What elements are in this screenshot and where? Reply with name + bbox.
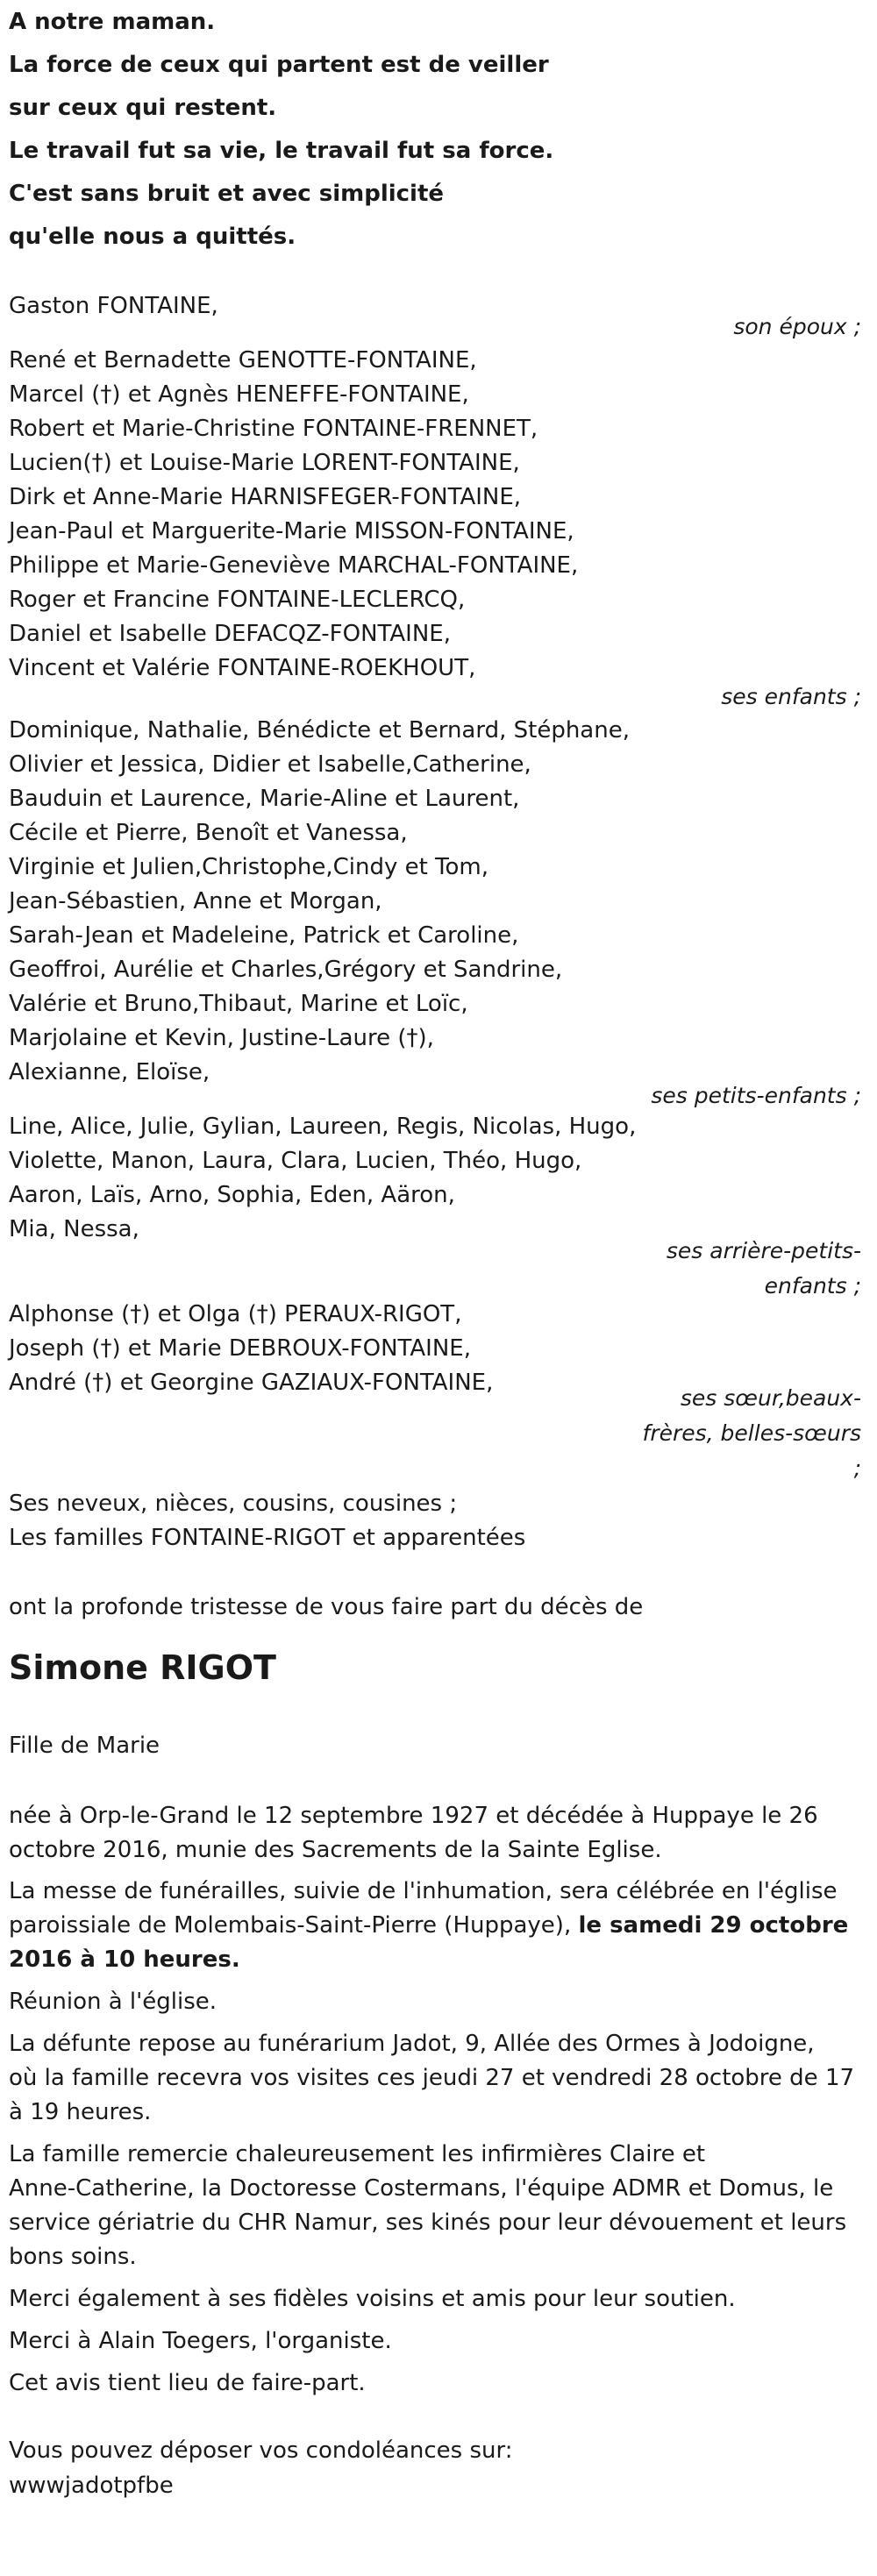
family-name: Marcel (†) et Agnès HENEFFE-FONTAINE,: [9, 381, 469, 408]
intro-line: A notre maman.: [9, 9, 216, 35]
family-name: Valérie et Bruno,Thibaut, Marine et Loïc,: [9, 991, 468, 1017]
family-name: Alphonse (†) et Olga (†) PERAUX-RIGOT,: [9, 1301, 462, 1327]
deceased-name: Simone RIGOT: [9, 1648, 276, 1687]
family-name: Roger et Francine FONTAINE-LECLERCQ,: [9, 587, 466, 613]
relation-label: ses petits-enfants ;: [651, 1083, 861, 1108]
relation-label: son époux ;: [733, 314, 861, 339]
relation-label: ses sœur,beaux-: [680, 1385, 861, 1411]
intro-line: La force de ceux qui partent est de veiller: [9, 52, 549, 78]
relation-label: enfants ;: [764, 1273, 861, 1299]
birth-line: octobre 2016, munie des Sacrements de la Sainte Eglise.: [9, 1837, 662, 1863]
neighbors-line: Merci également à ses fidèles voisins et amis pour leur soutien.: [9, 2286, 736, 2312]
viewing-line: à 19 heures.: [9, 2099, 152, 2125]
viewing-line: La défunte repose au funérarium Jadot, 9, Allée des Ormes à Jodoigne,: [9, 2031, 815, 2057]
intro-line: Le travail fut sa vie, le travail fut sa force.: [9, 138, 554, 164]
family-name: Les familles FONTAINE-RIGOT et apparentées: [9, 1525, 526, 1551]
family-name: Gaston FONTAINE,: [9, 293, 218, 319]
thanks-line: bons soins.: [9, 2244, 137, 2270]
family-name: Marjolaine et Kevin, Justine-Laure (†),: [9, 1025, 434, 1051]
mass-line: [9, 1912, 848, 1939]
thanks-line: service gériatrie du CHR Namur, ses kinés pour leur dévouement et leurs: [9, 2210, 847, 2236]
mass-time: 2016 à 10 heures.: [9, 1946, 240, 1973]
family-name: Joseph (†) et Marie DEBROUX-FONTAINE,: [9, 1335, 471, 1362]
intro-line: sur ceux qui restent.: [9, 95, 277, 121]
family-name: Dominique, Nathalie, Bénédicte et Bernard, Stéphane,: [9, 717, 630, 744]
family-name: Dirk et Anne-Marie HARNISFEGER-FONTAINE,: [9, 484, 522, 510]
viewing-line: où la famille recevra vos visites ces jeudi 27 et vendredi 28 octobre de 17: [9, 2065, 855, 2091]
relation-label: ses arrière-petits-: [666, 1238, 861, 1263]
family-name: Line, Alice, Julie, Gylian, Laureen, Regis, Nicolas, Hugo,: [9, 1114, 637, 1140]
family-name: Aaron, Laïs, Arno, Sophia, Eden, Aäron,: [9, 1182, 455, 1208]
thanks-line: La famille remercie chaleureusement les infirmières Claire et: [9, 2141, 706, 2167]
family-name: Philippe et Marie-Geneviève MARCHAL-FONTAINE,: [9, 552, 579, 579]
family-name: Jean-Paul et Marguerite-Marie MISSON-FONTAINE,: [9, 518, 574, 544]
thanks-line: Anne-Catherine, la Doctoresse Costermans, l'équipe ADMR et Domus, le: [9, 2175, 834, 2202]
family-name: André (†) et Georgine GAZIAUX-FONTAINE,: [9, 1370, 494, 1396]
notice-line: Cet avis tient lieu de faire-part.: [9, 2370, 366, 2396]
intro-line: C'est sans bruit et avec simplicité: [9, 181, 445, 207]
condolences-line: Vous pouvez déposer vos condoléances sur:: [9, 2437, 513, 2464]
reunion-line: Réunion à l'église.: [9, 1989, 217, 2015]
family-name: Bauduin et Laurence, Marie-Aline et Laurent,: [9, 786, 520, 812]
website-link[interactable]: wwwjadotpfbe: [9, 2473, 174, 2499]
family-name: Violette, Manon, Laura, Clara, Lucien, Théo, Hugo,: [9, 1148, 582, 1174]
family-name: René et Bernadette GENOTTE-FONTAINE,: [9, 347, 477, 374]
mass-date: le samedi 29 octobre: [578, 1912, 849, 1939]
family-name: Mia, Nessa,: [9, 1216, 139, 1242]
family-name: Alexianne, Eloïse,: [9, 1059, 210, 1085]
family-name: Lucien(†) et Louise-Marie LORENT-FONTAINE,: [9, 450, 520, 476]
family-name: Cécile et Pierre, Benoît et Vanessa,: [9, 820, 408, 846]
birth-line: née à Orp-le-Grand le 12 septembre 1927 et décédée à Huppaye le 26: [9, 1803, 818, 1829]
organist-line: Merci à Alain Toegers, l'organiste.: [9, 2328, 392, 2354]
family-name: Robert et Marie-Christine FONTAINE-FRENNET,: [9, 416, 538, 442]
family-name: Olivier et Jessica, Didier et Isabelle,Catherine,: [9, 751, 531, 778]
family-name: Virginie et Julien,Christophe,Cindy et Tom,: [9, 854, 489, 880]
intro-line: qu'elle nous a quittés.: [9, 224, 296, 250]
announcement-text: ont la profonde tristesse de vous faire part du décès de: [9, 1594, 644, 1620]
parent-line: Fille de Marie: [9, 1733, 160, 1759]
relation-label: frères, belles-sœurs: [642, 1420, 861, 1446]
family-name: Jean-Sébastien, Anne et Morgan,: [9, 888, 382, 914]
mass-line: La messe de funérailles, suivie de l'inhumation, sera célébrée en l'église: [9, 1878, 838, 1904]
relation-label: ses enfants ;: [721, 684, 861, 709]
relation-label: ;: [853, 1455, 861, 1481]
family-name: Geoffroi, Aurélie et Charles,Grégory et Sandrine,: [9, 957, 563, 983]
family-name: Daniel et Isabelle DEFACQZ-FONTAINE,: [9, 621, 451, 647]
mass-location: paroissiale de Molembais-Saint-Pierre (Huppaye),: [9, 1912, 579, 1939]
family-name: Sarah-Jean et Madeleine, Patrick et Caroline,: [9, 922, 519, 949]
family-name: Vincent et Valérie FONTAINE-ROEKHOUT,: [9, 655, 476, 681]
family-name: Ses neveux, nièces, cousins, cousines ;: [9, 1491, 458, 1517]
